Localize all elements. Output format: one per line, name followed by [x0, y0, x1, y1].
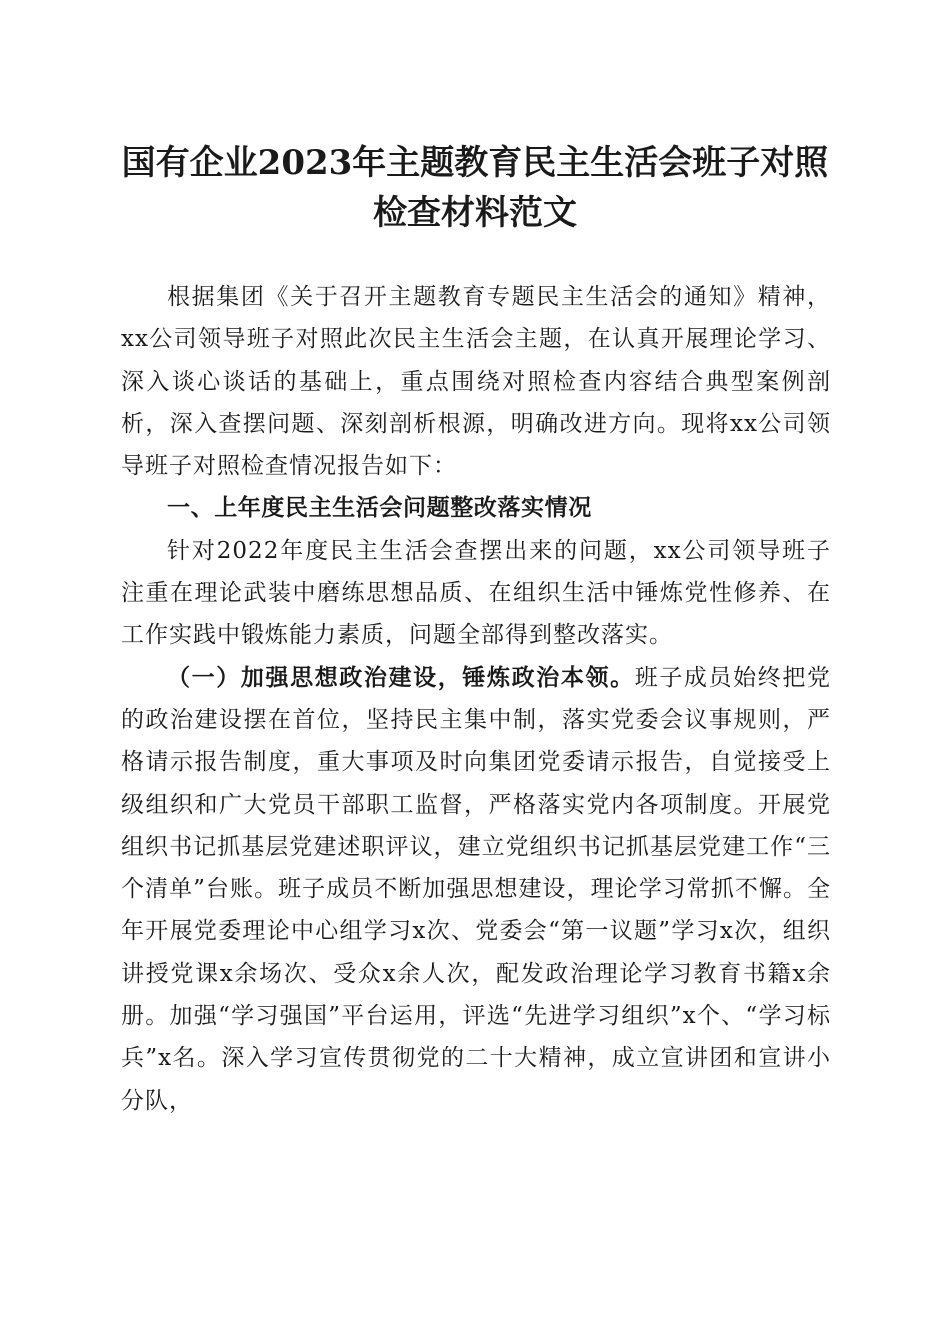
item-1-body: 班子成员始终把党的政治建设摆在首位，坚持民主集中制，落实党委会议事规则，严格请示报告制度，重大事项及时向集团党委请示报告，自觉接受上级组织和广大党员干部职工监督，严格落实党内各项制度。开展党组织书记抓基层党建述职评议，建立党组织书记抓基层党建工作“三个清单”台账。班子成员不断加强思想建设，理论学习常抓不懈。全年开展党委理论中心组学习x次、党委会“第一议题”学习x次，组织讲授党课x余场次、受众x余人次，配发政治理论学习教育书籍x余册。加强“学习强国”平台运用，评选“先进学习组织”x个、“学习标兵”x名。深入学习宣传贯彻党的二十大精神，成立宣讲团和宣讲小分队， — [121, 664, 832, 1114]
document-body — [121, 276, 831, 1122]
section-1-paragraph: 针对2022年度民主生活会查摆出来的问题，xx公司领导班子注重在理论武装中磨练思想品质、在组织生活中锤炼党性修养、在工作实践中锻炼能力素质，问题全部得到整改落实。 — [121, 537, 831, 649]
section-heading-1: 一、上年度民主生活会问题整改落实情况 — [167, 495, 592, 522]
document-title: 国有企业2023年主题教育民主生活会班子对照检查材料范文 — [121, 143, 829, 233]
item-1-paragraph — [121, 657, 831, 1122]
intro-paragraph: 根据集团《关于召开主题教育专题民主生活会的通知》精神，xx公司领导班子对照此次民主生活会主题，在认真开展理论学习、深入谈心谈话的基础上，重点围绕对照检查内容结合典型案例剖析，深入查摆问题、深刻剖析根源，明确改进方向。现将xx公司领导班子对照检查情况报告如下： — [121, 284, 831, 480]
item-1-lead: （一）加强思想政治建设，锤炼政治本领。 — [167, 663, 635, 691]
